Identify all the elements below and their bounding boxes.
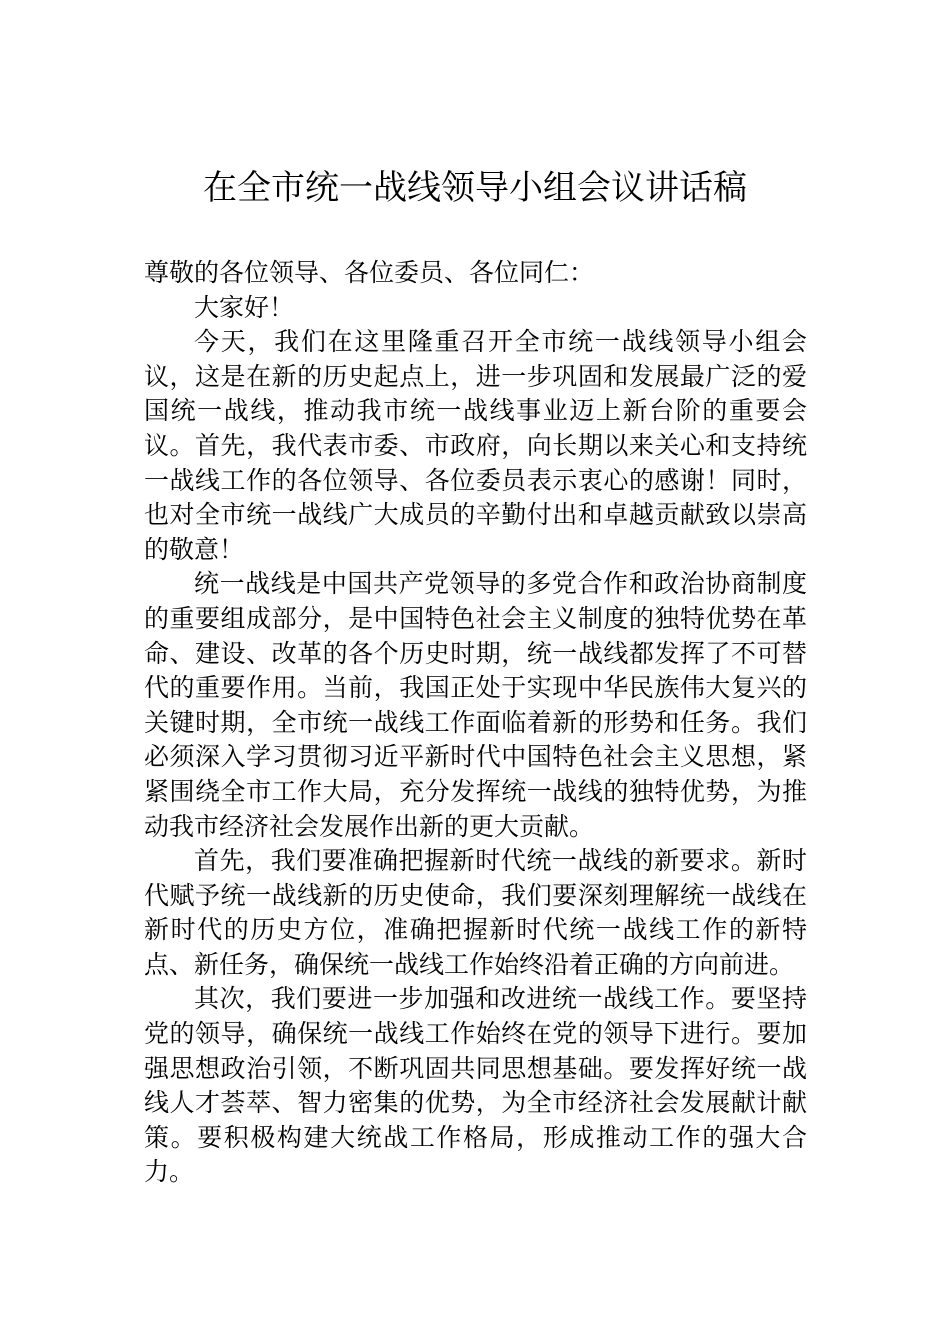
- document-title: 在全市统一战线领导小组会议讲话稿: [203, 168, 747, 208]
- greeting: 大家好！: [194, 292, 295, 322]
- paragraph-second-point: 其次，我们要进一步加强和改进统一战线工作。要坚持党的领导，确保统一战线工作始终在党的领导下进行。要加强思想政治引领，不断巩固共同思想基础。要发挥好统一战线人才荟萃、智力密集的优势，为全市经济社会发展献计献策。要积极构建大统战工作格局，形成推动工作的强大合力。: [144, 984, 807, 1187]
- paragraph-significance: 统一战线是中国共产党领导的多党合作和政治协商制度的重要组成部分，是中国特色社会主义制度的独特优势在革命、建设、改革的各个历史时期，统一战线都发挥了不可替代的重要作用。当前，我国正处于实现中华民族伟大复兴的关键时期，全市统一战线工作面临着新的形势和任务。我们必须深入学习贯彻习近平新时代中国特色社会主义思想，紧紧围绕全市工作大局，充分发挥统一战线的独特优势，为推动我市经济社会发展作出新的更大贡献。: [144, 569, 807, 841]
- paragraph-opening: 今天，我们在这里隆重召开全市统一战线领导小组会议，这是在新的历史起点上，进一步巩固和发展最广泛的爱国统一战线，推动我市统一战线事业迈上新台阶的重要会议。首先，我代表市委、市政府，向长期以来关心和支持统一战线工作的各位领导、各位委员表示衷心的感谢！同时，也对全市统一战线广大成员的辛勤付出和卓越贡献致以崇高的敬意！: [144, 327, 807, 564]
- salutation: 尊敬的各位领导、各位委员、各位同仁：: [144, 258, 595, 287]
- document-body: [144, 256, 807, 1190]
- paragraph-first-point: 首先，我们要准确把握新时代统一战线的新要求。新时代赋予统一战线新的历史使命，我们要深刻理解统一战线在新时代的历史方位，准确把握新时代统一战线工作的新特点、新任务，确保统一战线工作始终沿着正确的方向前进。: [144, 846, 807, 979]
